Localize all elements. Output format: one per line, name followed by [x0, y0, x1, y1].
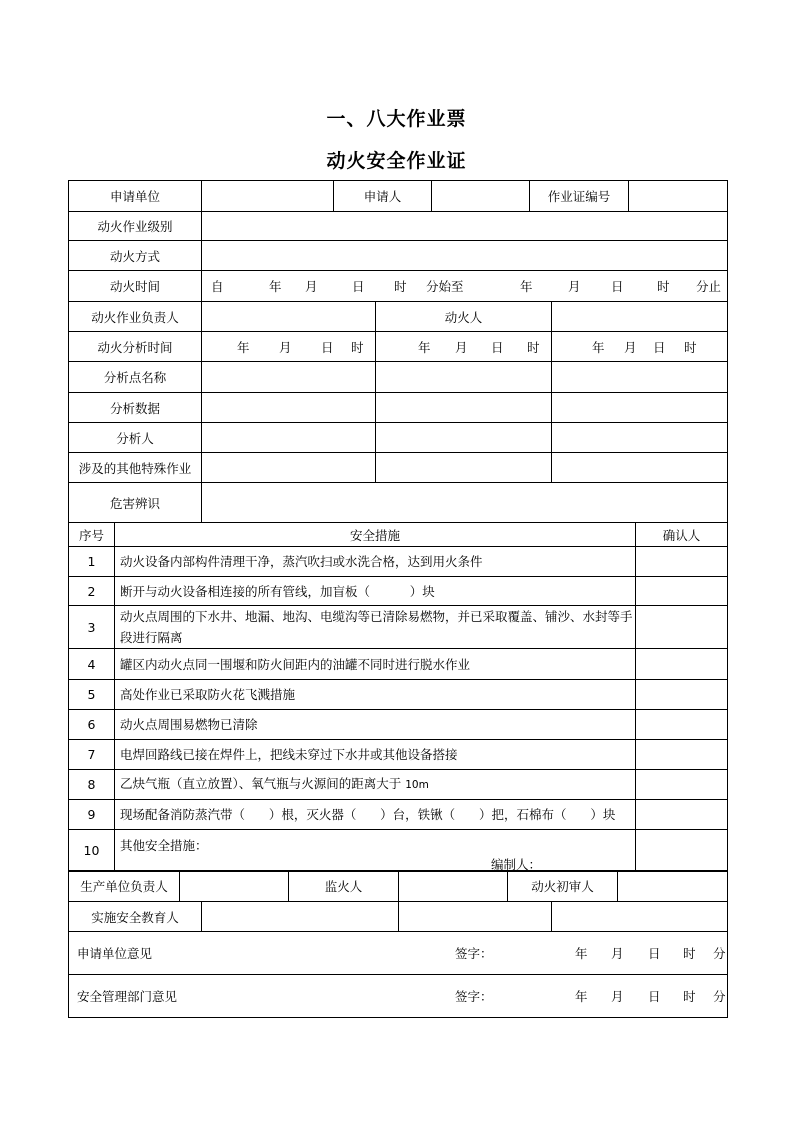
- seq-number: 5: [69, 680, 115, 710]
- day-text: 日: [648, 989, 661, 1004]
- hour-text: 时: [683, 989, 696, 1004]
- form-title: 动火安全作业证: [326, 150, 467, 172]
- analysis-time-field-2[interactable]: [376, 332, 552, 362]
- seq-number: 1: [69, 547, 115, 577]
- table-row: [69, 577, 728, 606]
- applicant-label: 申请人: [334, 181, 432, 212]
- seq-number: 3: [69, 606, 115, 649]
- table-row: [69, 710, 728, 740]
- signature-label: 签字：: [455, 946, 493, 961]
- measure-text: 电焊回路线已接在焊件上，把线未穿过下水井或其他设备搭接: [115, 740, 636, 770]
- applicant-field[interactable]: [432, 181, 530, 212]
- minute-text: 分: [713, 989, 726, 1004]
- confirm-field[interactable]: [636, 830, 728, 872]
- table-row: [69, 547, 728, 577]
- fire-time-label: 动火时间: [69, 271, 202, 302]
- fire-method-field[interactable]: [202, 241, 728, 271]
- applicant-unit-opinion-field[interactable]: [69, 932, 728, 975]
- analysis-data-field-3[interactable]: [552, 393, 728, 423]
- table-row: [69, 680, 728, 710]
- compiler-label: 编制人：: [491, 857, 542, 872]
- applicant-unit-field[interactable]: [202, 181, 334, 212]
- measure-text: 动火设备内部构件清理干净，蒸汽吹扫或水洗合格，达到用火条件: [115, 547, 636, 577]
- section-title: 一、八大作业票: [326, 108, 467, 130]
- seq-number: 4: [69, 649, 115, 680]
- month-text: 月: [279, 339, 292, 355]
- month-text: 月: [611, 946, 624, 961]
- fire-level-label: 动火作业级别: [69, 212, 202, 241]
- measure-text: 罐区内动火点同一围堰和防火间距内的油罐不同时进行脱水作业: [115, 649, 636, 680]
- seq-number: 6: [69, 710, 115, 740]
- hour-text: 时: [351, 339, 364, 355]
- other-special-work-field-3[interactable]: [552, 453, 728, 483]
- fire-level-field[interactable]: [202, 212, 728, 241]
- hour-text: 时: [527, 339, 540, 355]
- seq-number: 8: [69, 770, 115, 800]
- minute-text: 分: [713, 946, 726, 961]
- confirm-field[interactable]: [636, 680, 728, 710]
- permit-no-label: 作业证编号: [530, 181, 629, 212]
- confirm-field[interactable]: [636, 710, 728, 740]
- analysis-time-field-1[interactable]: [202, 332, 376, 362]
- other-special-work-field-1[interactable]: [202, 453, 376, 483]
- year-text: 年: [418, 339, 431, 355]
- time-end-minute: 分止: [696, 279, 722, 294]
- analysis-time-field-3[interactable]: [552, 332, 728, 362]
- table-row: [69, 740, 728, 770]
- table-row: [69, 649, 728, 680]
- table-row: [69, 770, 728, 800]
- table-row: [69, 606, 728, 649]
- preliminary-reviewer-field[interactable]: [618, 871, 728, 902]
- safety-measures-table: [68, 522, 728, 872]
- fire-method-label: 动火方式: [69, 241, 202, 271]
- signoff-table: [68, 870, 728, 932]
- analysis-time-label: 动火分析时间: [69, 332, 202, 362]
- analyst-field-1[interactable]: [202, 423, 376, 453]
- other-measures-label: 其他安全措施：: [120, 838, 208, 853]
- seq-header: 序号: [69, 523, 115, 547]
- analysis-data-field-2[interactable]: [376, 393, 552, 423]
- confirm-field[interactable]: [636, 547, 728, 577]
- month-text: 月: [455, 339, 468, 355]
- other-special-work-field-2[interactable]: [376, 453, 552, 483]
- time-day: 日: [352, 279, 365, 294]
- day-text: 日: [491, 339, 504, 355]
- analyst-field-2[interactable]: [376, 423, 552, 453]
- time-hour: 时: [394, 279, 407, 294]
- opinions-table: [68, 931, 728, 1018]
- applicant-unit-label: 申请单位: [69, 181, 202, 212]
- preliminary-reviewer-label: 动火初审人: [508, 871, 618, 902]
- month-text: 月: [624, 339, 637, 355]
- analysis-point-field-2[interactable]: [376, 362, 552, 393]
- distance-value: 10m: [405, 779, 429, 791]
- hour-text: 时: [683, 946, 696, 961]
- year-text: 年: [575, 946, 588, 961]
- seq-number: 9: [69, 800, 115, 830]
- analysis-point-field-3[interactable]: [552, 362, 728, 393]
- measure-text: 动火点周围易燃物已清除: [115, 710, 636, 740]
- hazard-identification-field[interactable]: [202, 483, 728, 523]
- other-special-work-label: 涉及的其他特殊作业: [69, 453, 202, 483]
- seq-number: 7: [69, 740, 115, 770]
- year-text: 年: [575, 989, 588, 1004]
- confirm-field[interactable]: [636, 606, 728, 649]
- safety-educator-field-1[interactable]: [202, 902, 399, 932]
- fire-operator-label: 动火人: [376, 302, 552, 332]
- time-from: 自: [211, 279, 224, 294]
- time-end-year: 年: [520, 279, 533, 294]
- time-end-day: 日: [611, 279, 624, 294]
- month-text: 月: [611, 989, 624, 1004]
- fire-watcher-field[interactable]: [399, 871, 508, 902]
- time-year: 年: [269, 279, 282, 294]
- table-row: [69, 830, 728, 872]
- opinion-label: 申请单位意见: [77, 946, 153, 961]
- day-text: 日: [321, 339, 334, 355]
- confirm-field[interactable]: [636, 800, 728, 830]
- time-end-month: 月: [568, 279, 581, 294]
- seq-number: 10: [69, 830, 115, 872]
- safety-educator-field-3[interactable]: [552, 902, 728, 932]
- production-leader-label: 生产单位负责人: [69, 871, 180, 902]
- signature-label: 签字：: [455, 989, 493, 1004]
- analysis-data-label: 分析数据: [69, 393, 202, 423]
- measure-text-main: 乙炔气瓶（直立放置）、氧气瓶与火源间的距离大于: [120, 776, 406, 791]
- measure-text: [115, 770, 636, 800]
- analysis-point-label: 分析点名称: [69, 362, 202, 393]
- confirm-field[interactable]: [636, 740, 728, 770]
- measure-text: 动火点周围的下水井、地漏、地沟、电缆沟等已清除易燃物，并已采取覆盖、铺沙、水封等手段进行隔离: [115, 606, 636, 649]
- day-text: 日: [653, 339, 666, 355]
- permit-no-field[interactable]: [629, 181, 728, 212]
- confirm-header: 确认人: [636, 523, 728, 547]
- confirm-field[interactable]: [636, 770, 728, 800]
- analysis-point-field-1[interactable]: [202, 362, 376, 393]
- production-leader-field[interactable]: [180, 871, 289, 902]
- measure-header: 安全措施: [115, 523, 636, 547]
- time-minute-start-to: 分始至: [426, 279, 464, 294]
- opinion-label: 安全管理部门意见: [77, 989, 178, 1004]
- fire-leader-label: 动火作业负责人: [69, 302, 202, 332]
- analysis-data-field-1[interactable]: [202, 393, 376, 423]
- other-measures-field[interactable]: [115, 830, 636, 872]
- permit-info-table: [68, 180, 728, 523]
- day-text: 日: [648, 946, 661, 961]
- table-row: [69, 800, 728, 830]
- fire-watcher-label: 监火人: [289, 871, 399, 902]
- fire-time-field[interactable]: [202, 271, 728, 302]
- measure-text: 高处作业已采取防火花飞溅措施: [115, 680, 636, 710]
- measure-text: 现场配备消防蒸汽带（ ）根，灭火器（ ）台，铁锹（ ）把，石棉布（ ）块: [115, 800, 636, 830]
- time-end-hour: 时: [657, 279, 670, 294]
- confirm-field[interactable]: [636, 577, 728, 606]
- hazard-identification-label: 危害辨识: [69, 483, 202, 523]
- time-month: 月: [305, 279, 318, 294]
- analyst-field-3[interactable]: [552, 423, 728, 453]
- year-text: 年: [237, 339, 250, 355]
- hour-text: 时: [684, 339, 697, 355]
- analyst-label: 分析人: [69, 423, 202, 453]
- safety-educator-label: 实施安全教育人: [69, 902, 202, 932]
- fire-operator-field[interactable]: [552, 302, 728, 332]
- safety-dept-opinion-field[interactable]: [69, 975, 728, 1018]
- seq-number: 2: [69, 577, 115, 606]
- safety-educator-field-2[interactable]: [399, 902, 552, 932]
- confirm-field[interactable]: [636, 649, 728, 680]
- measure-text: 断开与动火设备相连接的所有管线，加盲板（ ）块: [115, 577, 636, 606]
- year-text: 年: [592, 339, 605, 355]
- fire-leader-field[interactable]: [202, 302, 376, 332]
